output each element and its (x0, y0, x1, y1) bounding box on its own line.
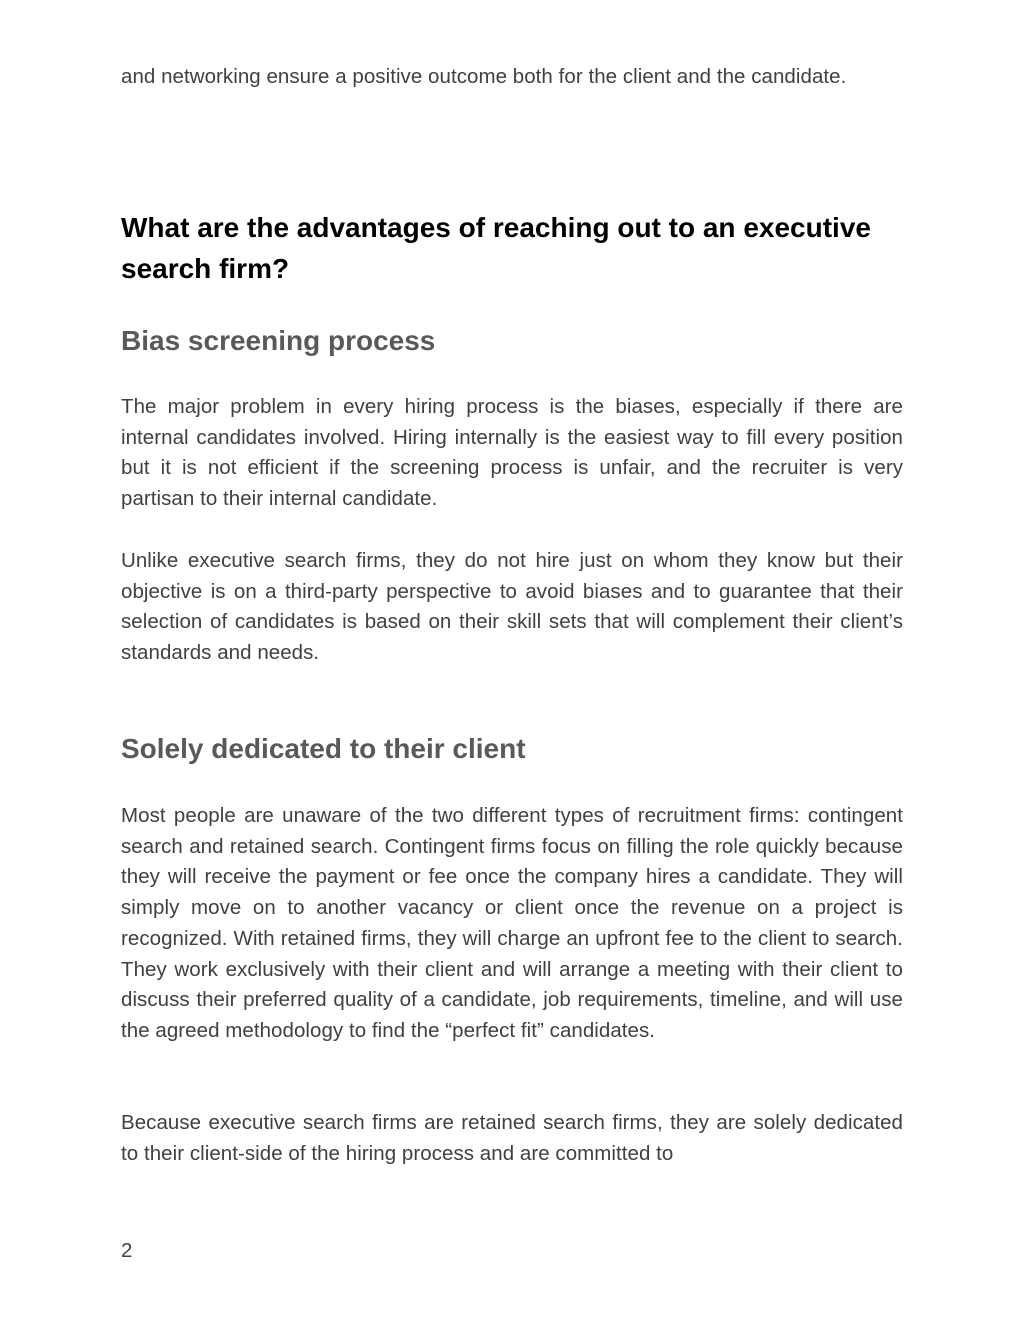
main-heading: What are the advantages of reaching out to an executive search firm? (121, 212, 871, 284)
bias-paragraph-2: Unlike executive search firms, they do not hire just on whom they know but their objective is on a third-party perspective to avoid biases and to guarantee that their selection of candidates is based on their skill sets that will complement their client’s standards and needs. (121, 549, 903, 665)
page-number: 2 (121, 1239, 133, 1262)
solely-paragraph-1: Most people are unaware of the two different types of recruitment firms: contingent search and retained search. Contingent firms focus on filling the role quickly because they will receive the payment or fee once the company hires a candidate. They will simply move on to another vacancy or client once the revenue on a project is recognized. With retained firms, they will charge an upfront fee to the client to search. They work exclusively with their client and will arrange a meeting with their client to discuss their preferred quality of a candidate, job requirements, timeline, and will use the agreed methodology to find the “perfect fit” candidates. (121, 804, 903, 1042)
solely-paragraph-2: Because executive search firms are retained search firms, they are solely dedicated to their client-side of the hiring process and are committed to (121, 1111, 903, 1165)
intro-paragraph: and networking ensure a positive outcome both for the client and the candidate. (121, 65, 847, 88)
section-heading-solely-dedicated: Solely dedicated to their client (121, 733, 526, 764)
bias-paragraph-1: The major problem in every hiring process is the biases, especially if there are internal candidates involved. Hiring internally is the easiest way to fill every position but it is not efficient if the screening process is unfair, and the recruiter is very partisan to their internal candidate. (121, 395, 903, 511)
section-heading-bias-screening: Bias screening process (121, 325, 436, 356)
